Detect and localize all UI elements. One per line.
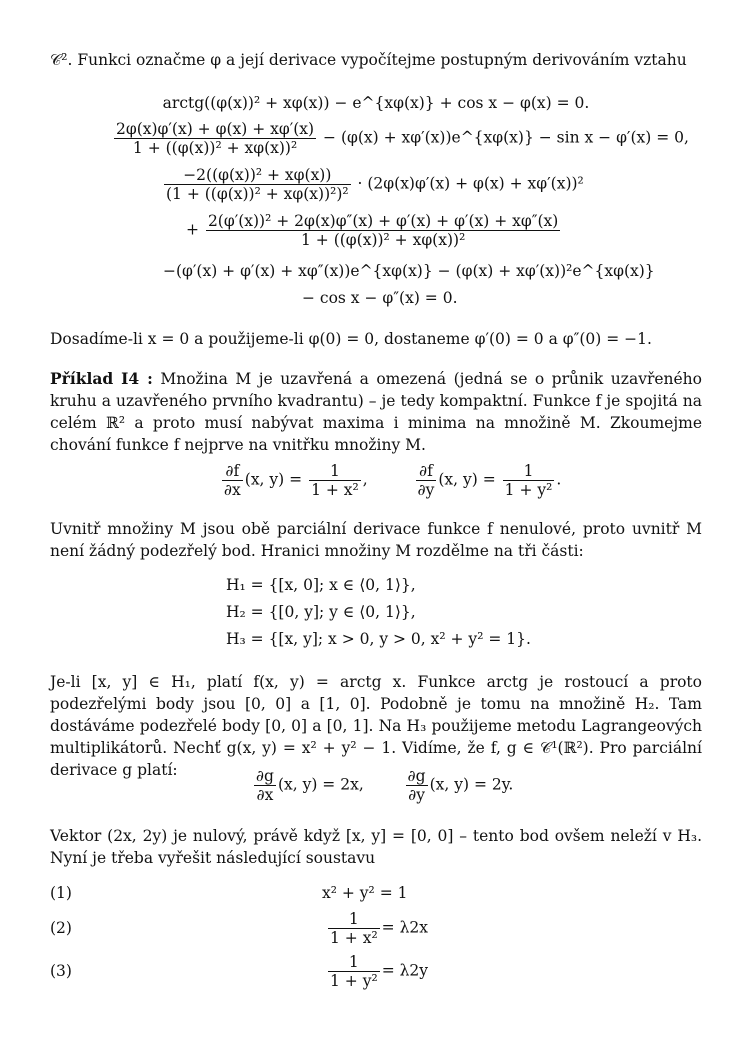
system-eq-2: $\frac{1}{\text{1 + x²}}$ = λ2x (330, 910, 429, 947)
fraction-3-numerator: 2(φ′(x))² + 2φ(x)φ″(x) + φ′(x) + φ′(x) + xφ″(x) (207, 212, 559, 230)
dg-dx-fraction: $\frac{\partial g}{\partial x}$ (256, 767, 274, 804)
equation-line-3-rest: · (2φ(x)φ′(x) + φ(x) + xφ′(x))² (357, 174, 584, 193)
fraction-2-numerator: −2((φ(x))² + xφ(x)) (183, 166, 332, 184)
one-over-1-plus-y2: $\frac{1}{\text{1 + y²}}$ (504, 462, 553, 499)
equation-line-2-rest: − (φ(x) + xφ′(x))e^{xφ(x)} − sin x − φ′(x) = 0, (323, 128, 689, 147)
df-dy-fraction: $\frac{\partial f}{\partial y}$ (417, 462, 435, 499)
partials-f-equation: $\frac{\partial f}{\partial x}$ (x, y) = $\frac{1}{\text{1 + x²}}$ , $\frac{\partial f}{\partial y}$ (x, y) = $\frac{1}{\text{1 + y²}}$ . (224, 462, 562, 499)
df-dx-fraction: $\frac{\partial f}{\partial x}$ (224, 462, 241, 499)
dg-dy-fraction: $\frac{\partial g}{\partial y}$ (407, 767, 426, 804)
equation-line-1: arctg((φ(x))² + xφ(x)) − e^{xφ(x)} + cos x − φ(x) = 0. (162, 94, 590, 112)
dosadime-paragraph: Dosadíme-li x = 0 a použijeme-li φ(0) = 0, dostaneme φ′(0) = 0 a φ″(0) = −1. (50, 330, 652, 348)
intro-text: . Funkci označme φ a její derivace vypočítejme postupným derivováním vztahu (67, 51, 687, 69)
equation-line-2 (112, 120, 689, 157)
priklad-text: Množina M je uzavřená a omezená (jedná se o průnik uzavřeného kruhu a uzavřeného prvního kvadrantu) – je tedy kompaktní. Funkce f je spojitá na celém ℝ² a proto musí nabývat maxima i minima na množině M. Zkoumejme chování funkce f nejprve na vnitřku množiny M. (50, 370, 702, 454)
equation-line-6: − cos x − φ″(x) = 0. (302, 289, 458, 307)
system-eq-2-fraction: $\frac{1}{\text{1 + x²}}$ (330, 910, 378, 947)
system-label-1: (1) (50, 884, 72, 902)
set-h2: H₂ = {[0, y]; y ∈ ⟨0, 1⟩}, (226, 603, 416, 621)
fraction-1 (114, 120, 316, 157)
fraction-1-denominator: 1 + ((φ(x))² + xφ(x))² (114, 138, 316, 157)
fraction-1-numerator: 2φ(x)φ′(x) + φ(x) + xφ′(x) (116, 120, 315, 138)
system-eq-1: x² + y² = 1 (322, 884, 408, 902)
set-h1: H₁ = {[x, 0]; x ∈ ⟨0, 1⟩}, (226, 576, 416, 594)
set-h3: H₃ = {[x, y]; x > 0, y > 0, x² + y² = 1}. (226, 630, 531, 648)
equation-line-3 (162, 166, 584, 203)
fraction-2-denominator: (1 + ((φ(x))² + xφ(x))²)² (166, 185, 349, 203)
equation-line-5: −(φ′(x) + φ′(x) + xφ″(x))e^{xφ(x)} − (φ(x) + xφ′(x))²e^{xφ(x)} (163, 262, 655, 280)
jeli-paragraph: Je-li [x, y] ∈ H₁, platí f(x, y) = arctg x. Funkce arctg je rostoucí a proto podezřelými body jsou [0, 0] a [1, 0]. Podobně je tomu na množině H₂. Tam dostáváme podezřelé body [0, 0] a [0, 1]. Na H₃ použijeme metodu Lagrangeových multiplikátorů. Nechť g(x, y) = x² + y² − 1. Vidíme, že f, g ∈ 𝒞¹(ℝ²). Pro parciální derivace g platí: (50, 673, 702, 779)
system-eq-3: $\frac{1}{\text{1 + y²}}$ = λ2y (330, 953, 429, 990)
fraction-3 (206, 212, 560, 249)
system-label-2: (2) (50, 919, 72, 937)
intro-paragraph (50, 49, 702, 71)
c2-symbol: 𝒞² (50, 51, 68, 69)
uvnitr-paragraph: Uvnitř množiny M jsou obě parciální derivace funkce f nenulové, proto uvnitř M není žádný podezřelý bod. Hranici množiny M rozdělme na tři části: (50, 520, 702, 560)
system-eq-3-fraction: $\frac{1}{\text{1 + y²}}$ (330, 953, 378, 990)
partials-g-equation: $\frac{\partial g}{\partial x}$ (x, y) = 2x, $\frac{\partial g}{\partial y}$ (x, y) = 2y. (256, 767, 514, 804)
equation-line-4: + $\frac{\text{2(φ′(x))² + 2φ(x)φ″(x) + φ′(x) + φ′(x) + xφ″(x)}}{\text{1 + ((φ(x))² + xφ(x))²}}$ (186, 212, 559, 249)
priklad-title: Příklad I4 : (50, 369, 153, 388)
priklad-paragraph (50, 368, 702, 456)
vektor-paragraph: Vektor (2x, 2y) je nulový, právě když [x, y] = [0, 0] – tento bod ovšem neleží v H₃. Nyní je třeba vyřešit následující soustavu (50, 827, 702, 867)
one-over-1-plus-x2: $\frac{1}{\text{1 + x²}}$ (311, 462, 359, 499)
fraction-3-denominator: 1 + ((φ(x))² + xφ(x))² (206, 230, 560, 249)
fraction-2 (164, 166, 351, 203)
system-label-3: (3) (50, 962, 72, 980)
